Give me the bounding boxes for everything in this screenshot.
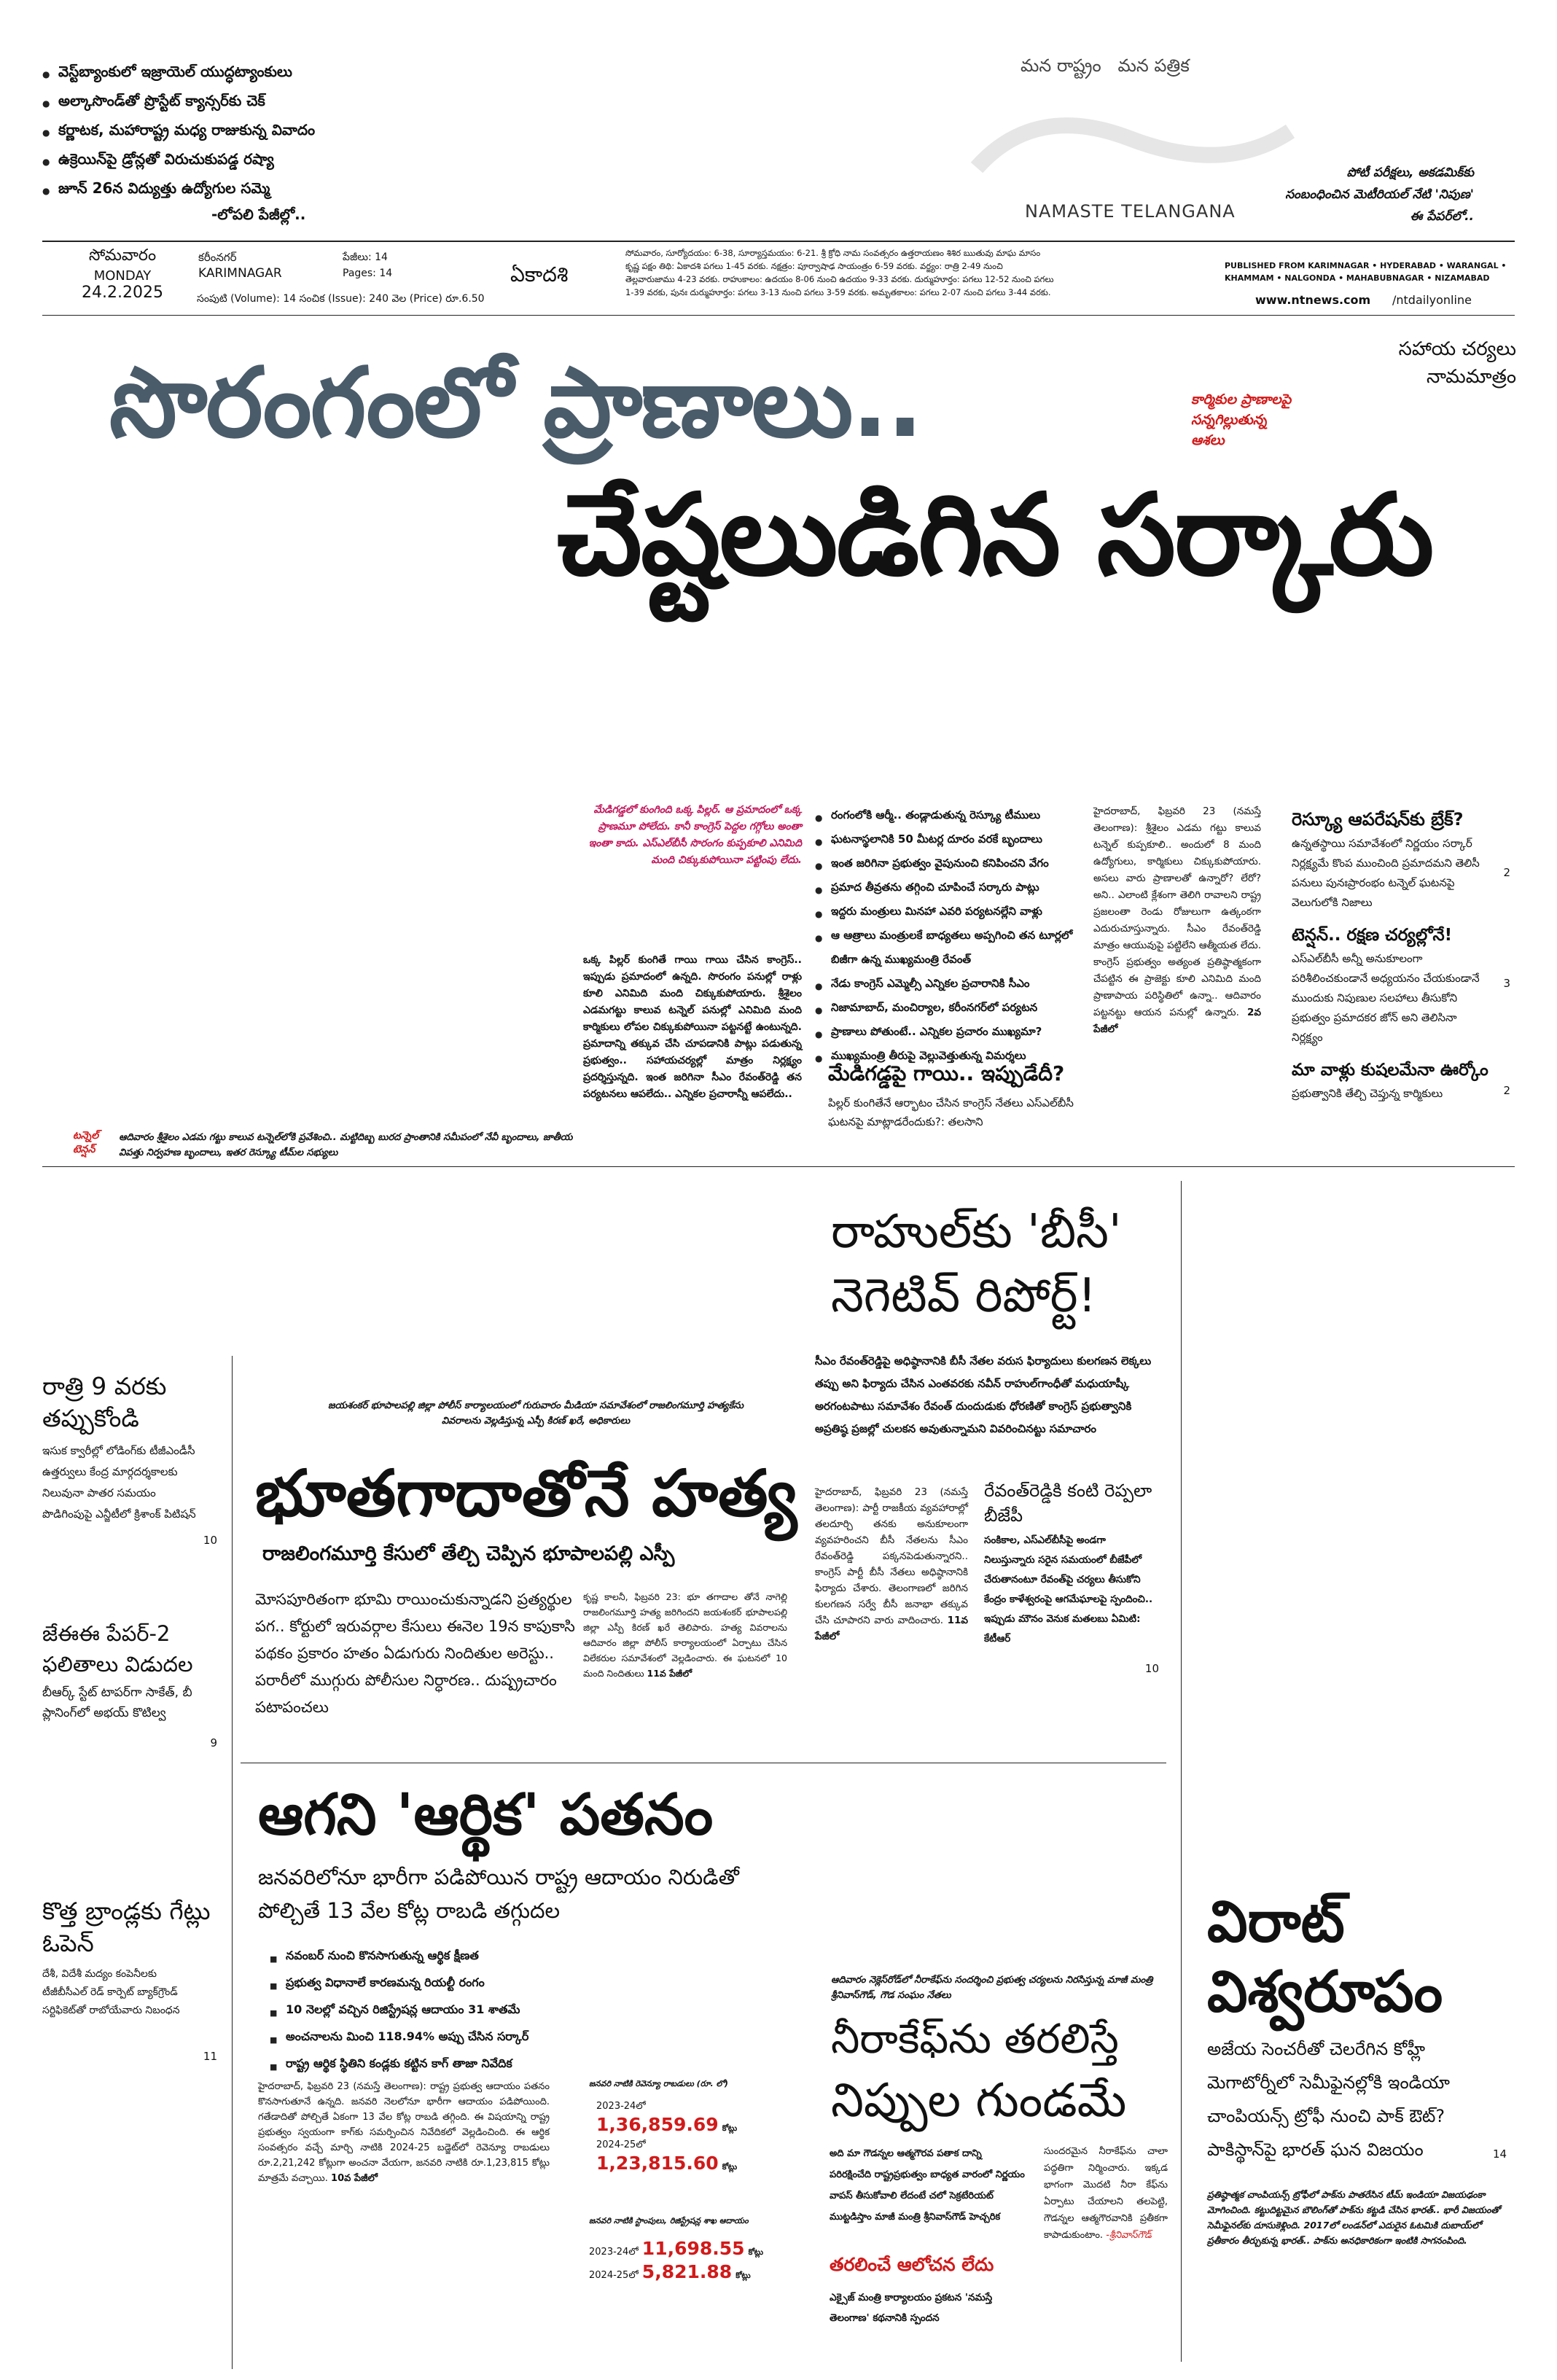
continued-ref[interactable]: 2వ పేజీలో xyxy=(1093,1007,1262,1035)
stat-year: 2024-25లో xyxy=(596,2139,646,2150)
lead-body-col1: ఒక్క పిల్లర్ కుంగితే గాయి గాయి చేసిన కాంగ్రెస్.. ఇప్పుడు ప్రమాదంలో ఉన్నది. సొరంగం పనుల్లో రాళ్లు కూలి ఎనిమిది మంది చిక్కుకుపోయారు. శ్రీశైలం ఎడమగట్టు కాలువ టన్నెల్ పనుల్లో ఎనిమిది మంది కార్మికులు లోపల చిక్కుకుపోయినా పట్టనట్టే ఉంటున్నది. ప్రమాదాన్ని తక్కువ చేసి చూపడానికి పాట్లు పడుతున్న ప్రభుత్వం.. సహాయచర్యల్లో మాత్రం నిర్లక్ష్యం ప్రదర్శిస్తున్నది. ఇంత జరిగినా సీఎం రేవంత్‌రెడ్డి తన పర్యటనలు ఆపలేదు.. ఎన్నికల ప్రచారాన్నీ ఆపలేదు.. xyxy=(583,954,802,1100)
inside-item[interactable]: ● అల్కాసొండ్‌తో ప్రొస్టేట్ క్యాన్సర్‌కు చెక్ xyxy=(42,86,494,115)
lead-bullet: ● ఘటనాస్థలానికి 50 మీటర్ల దూరం వరకే బృందాలు xyxy=(815,827,1077,851)
stat-row xyxy=(596,2114,800,2135)
section-divider xyxy=(42,1166,1515,1167)
neera-headline-2: నిప్పుల గుండమే xyxy=(831,2074,1127,2128)
neera-byline: -శ్రీనివాస్‌గౌడ్ xyxy=(1106,2230,1152,2241)
cricket-photo xyxy=(1195,1181,1516,1873)
left-item-title: రాత్రి 9 వరకు తప్పుకోండి xyxy=(42,1372,167,1432)
lead-subheading: మేడిగడ్డపై గాయి.. ఇప్పుడేదీ? xyxy=(828,1061,1065,1085)
stats-title: జనవరి నాటికి స్టాంపులు, రిజిస్ట్రేషన్ల శాఖ ఆదాయం xyxy=(589,2216,749,2225)
issue-date: 24.2.2025 xyxy=(82,284,163,302)
rahul-headline-1: రాహుల్‌కు 'బీసీ' xyxy=(831,1205,1122,1259)
pages-block xyxy=(343,249,392,281)
lead-body-col3 xyxy=(1093,803,1261,1038)
left-item-text: దేశీ, విదేశీ మద్యం కంపెనీలకు టీజీబీసీఎల్ రెడ్ కార్పెట్ బ్యాక్‌గ్రౌండ్ సర్టిఫికెట్‌తో రాబోయేవారు నిబంధన xyxy=(42,1968,180,2016)
lead-bullet: ● ఇంత జరిగినా ప్రభుత్వం వైపునుంచి కనిపించని వేగం xyxy=(815,851,1077,875)
stat-unit: కోట్లు xyxy=(722,2162,738,2172)
cricket-page[interactable]: 14 xyxy=(1493,2147,1507,2161)
left-item[interactable] xyxy=(42,1618,217,1749)
volume-line: సంపుటి (Volume): 14 సంచిక (Issue): 240 వెల (Price) రూ.6.50 xyxy=(197,293,485,305)
economy-body xyxy=(258,2079,550,2186)
stat-unit: కోట్లు xyxy=(722,2123,738,2133)
neera-summary: అది మా గౌడన్నల ఆత్మగౌరవ పతాక దాన్ని పరిరక్షించేది రాష్ట్రప్రభుత్వం బాధ్యత వారంలో నిర్ణయం వాపస్ తీసుకోవాలి లేదంటే చలో సెక్రటేరియట్ ముట్టడిస్తాం మాజీ మంత్రి శ్రీనివాస్‌గౌడ్ హెచ్చరిక xyxy=(830,2148,1025,2223)
day-telugu: సోమవారం xyxy=(88,246,157,265)
right-item[interactable] xyxy=(1292,809,1510,913)
right-item-text: ఉన్నతస్థాయి సమావేశంలో నిర్ణయం సర్కార్ నిర్లక్ష్యమే కొంప ముంచింది ప్రమాదమని తెలిసీ పనులు పునఃప్రారంభం టన్నెల్ ఘటనపై వెలుగులోకి నిజాలు xyxy=(1292,837,1480,909)
economy-body-text: హైదరాబాద్, ఫిబ్రవరి 23 (నమస్తే తెలంగాణ): రాష్ట్ర ప్రభుత్వ ఆదాయం పతనం కొనసాగుతూనే ఉన్నది. జనవరి నెలలోనూ భారీగా ఆదాయం పడిపోయింది. గతేడాదితో పోల్చితే ఏకంగా 13 వేల కోట్ల రాబడి తగ్గింది. ఈ విషయాన్ని రాష్ట్ర ప్రభుత్వం స్వయంగా కాగ్‌కు సమర్పించిన నివేదికలో వెల్లడించింది. ఈ ఆర్థిక సంవత్సరం వచ్చే మార్చి నాటికి 2024-25 బడ్జెట్‌లో రెవెన్యూ రాబడులు రూ.2,21,242 కోట్లుగా అంచనా వేయగా, జనవరి నాటికి రూ.1,23,815 కోట్లు మాత్రమే వచ్చాయి. xyxy=(258,2081,550,2184)
rahul-side-page: 10 xyxy=(1144,1662,1159,1675)
inside-bullets xyxy=(42,57,494,203)
cricket-body: ప్రతిష్ఠాత్మక చాంపియన్స్ ట్రోఫీలో పాక్‌ను పాతరేసిన టీమ్ ఇండియా విజయఢంకా మోగించింది. కట్టుదిట్టమైన బౌలింగ్‌తో పాక్‌ను కట్టడి చేసిన భారత్.. భారీ విజయంతో సెమీఫైనల్‌కు దూసుకెళ్లింది. 2017లో లండన్‌లో ఎదురైన ఓటమికి దుబాయ్‌లో ప్రతీకారం తీర్చుకున్న భారత్.. పాక్‌ను అనధికారికంగా ఇంటికి సాగనంపింది. xyxy=(1207,2189,1500,2246)
stats-title: జనవరి నాటికి రెవెన్యూ రాబడులు (రూ. లో) xyxy=(589,2079,728,2088)
city-english: KARIMNAGAR xyxy=(198,266,282,281)
economy-subhead: జనవరిలోనూ భారీగా పడిపోయిన రాష్ట్ర ఆదాయం నిరుడితో పోల్చితే 13 వేల కోట్ల రాబడి తగ్గుదల xyxy=(258,1865,739,1923)
almanac-line: కృష్ణ పక్షం తిథి: ఏకాదశి పగలు 1-45 వరకు. నక్షత్రం: పూర్వాషాఢ సాయంత్రం 6-59 వరకు. వర్జ్యం: రాత్రి 2-49 నుంచి xyxy=(625,261,1003,271)
city-block xyxy=(198,249,282,281)
lead-bullet: ● రంగంలోకి ఆర్మీ.. తండ్లాడుతున్న రెస్క్యూ టీములు xyxy=(815,803,1077,827)
inside-item[interactable]: ● ఉక్రెయిన్‌పై డ్రోన్లతో విరుచుకుపడ్డ రష్యా xyxy=(42,144,494,173)
header-divider-2 xyxy=(42,315,1515,316)
right-item[interactable] xyxy=(1292,1061,1510,1104)
economy-bullets xyxy=(270,1942,736,2077)
lead-bullet: ● ముఖ్యమంత్రి తీరుపై వెల్లువెత్తుతున్న విమర్శలు xyxy=(815,1044,1077,1068)
lead-bullet: ● నేడు కాంగ్రెస్ ఎమ్మెల్సీ ఎన్నికల ప్రచారానికి సీఎం xyxy=(815,972,1077,996)
inside-item[interactable]: ● వెస్ట్‌బ్యాంకులో ఇజ్రాయెల్ యుద్ధట్యాంకులు xyxy=(42,57,494,86)
left-item-text: బీఆర్క్ స్టేట్ టాపర్‌గా సాకేత్, బీ ప్లానింగ్‌లో అభయ్ కొటిల్వ xyxy=(42,1685,192,1720)
rahul-side-text: సంకికాల, ఎస్ఎల్‌బీసీపై అండగా నిలుస్తున్నారు సరైన సమయంలో బీజేపీలో చేరుతానంటూ రేవంత్‌పై చర్యలు తీసుకోని కేంద్రం కాళేశ్వరంపై ఆగమేఘాలపై స్పందించి.. ఇప్పుడు మౌనం వెనుక మతలబు ఏమిటి: కేటీఆర్ xyxy=(984,1534,1153,1644)
rahul-side-title: రేవంత్‌రెడ్డికి కంటి రెప్పలా బీజేపీ xyxy=(984,1480,1152,1526)
cricket-deck: అజేయ సెంచరీతో చెలరేగిన కోహ్లీ మెగాటోర్నీలో సెమీఫైనల్లోకి ఇండియా చాంపియన్స్ ట్రోఫీ నుంచి పాక్ ఔట్? పాకిస్థాన్‌పై భారత్ ఘన విజయం xyxy=(1207,2039,1450,2160)
lead-bullet: ● ప్రమాద తీవ్రతను తగ్గించి చూపించే సర్కారు పాట్లు xyxy=(815,875,1077,900)
lead-headline-1: సొరంగంలో ప్రాణాలు.. xyxy=(109,347,922,459)
almanac-line: 1-39 వరకు, పునః దుర్ముహూర్తం: పగలు 3-13 నుంచి పగలు 3-59 వరకు. అమృతకాలం: పగలు 2-07 నుంచి పగలు 3-44 వరకు. xyxy=(625,287,1051,297)
stat-row xyxy=(596,2153,800,2174)
caption-text: ఆదివారం శ్రీశైలం ఎడమ గట్టు కాలువ టన్నెల్‌లోకి ప్రవేశించి.. మట్టిదిబ్బ బురద ప్రాంతానికి సమీపంలో నేవీ బృందాలు, జాతీయ విపత్తు నిర్వహణ బృందాలు, ఇతర రెస్క్యూ టీమ్‌ల సభ్యులు xyxy=(119,1132,573,1158)
lead-bullet: ● ఆ ఆత్రాలు మంత్రులకే బాధ్యతలు అప్పగించి తన టూర్లలో బిజీగా ఉన్న ముఖ్యమంత్రి రేవంత్ xyxy=(815,924,1077,972)
left-item-page: 9 xyxy=(210,1736,217,1749)
logo-mark-icon xyxy=(948,87,1312,197)
murder-body-text: కృష్ణ కాలనీ, ఫిబ్రవరి 23: భూ తగాదాల తోనే నాగెల్లి రాజలింగమూర్తి హత్య జరిగిందని జయశంకర్ భూపాలపల్లి జిల్లా ఎస్పీ కిరణ్ ఖరే తెలిపారు. హత్య వివరాలను ఆదివారం జిల్లా పోలీస్ కార్యాలయంలో ఏర్పాటు చేసిన విలేకరుల సమావేశంలో వెల్లడించారు. ఈ ఘటనలో 10 మంది నిందితులు xyxy=(583,1591,787,1679)
tithi: ఏకాదశి xyxy=(510,262,569,286)
stat-value: 5,821.88 xyxy=(641,2261,733,2282)
murder-subhead: రాజలింగమూర్తి కేసులో తేల్చి చెప్పిన భూపాలపల్లి ఎస్పీ xyxy=(262,1542,675,1565)
rahul-body-text: హైదరాబాద్, ఫిబ్రవరి 23 (నమస్తే తెలంగాణ): పార్టీ రాజకీయ వ్యవహారాల్లో తలదూర్చి తనకు అనుకూలంగా వ్యవహరించని బీసీ నేతలను సీఎం రేవంత్‌రెడ్డి పక్కనపెడుతున్నారని.. కాంగ్రెస్ పార్టీ బీసీ నేతలు అధిష్ఠానానికి ఫిర్యాదు చేశారు. తెలంగాణలో జరిగిన కులగణన సర్వే బీసీ జనాభా తక్కువ చేసి చూపారని వారు వాదించారు. xyxy=(815,1486,968,1626)
murder-deck: మోసపూరితంగా భూమి రాయించుకున్నాడని ప్రత్యర్థుల పగ.. కోర్టులో ఇరువర్గాల కేసులు ఈనెల 19న కాపుకాసి పథకం ప్రకారం హతం ఏడుగురు నిందితుల అరెస్టు.. పరారీలో ముగ్గురు పోలీసుల నిర్ధారణ.. దుష్ప్రచారం పటాపంచలు xyxy=(255,1591,575,1716)
column-divider xyxy=(1181,1181,1182,2362)
caption-label: టన్నెల్ టెన్షన్ xyxy=(73,1130,99,1155)
neera-body-text: సుందరమైన నీరాకేఫ్‌ను చాలా పద్ధతిగా నిర్మించారు. ఇక్కడ భాగంగా మొదటి నీరా కేఫ్‌ను ఏర్పాటు చేయాలని తలపెట్టి, గౌడన్నల ఆత్మగౌరవానికి ప్రతీకగా కాపాడుకుంటాం. xyxy=(1044,2146,1168,2241)
neera-photo xyxy=(831,1793,1166,1968)
stat-value: 1,23,815.60 xyxy=(596,2153,719,2174)
continued-ref[interactable]: 11వ పేజీలో xyxy=(647,1668,692,1679)
stat-value: 1,36,859.69 xyxy=(596,2114,719,2135)
tunnel-photo xyxy=(42,641,596,1123)
neera-red-text: ఎక్సైజ్ మంత్రి కార్యాలయం ప్రకటన 'నమస్తే తెలంగాణ' కథనానికి స్పందన xyxy=(830,2292,993,2324)
stat-year: 2023-24లో xyxy=(596,2101,646,2112)
stat-year: 2023-24లో xyxy=(589,2247,639,2258)
murder-headline: భూతగాదాతోనే హత్య xyxy=(255,1456,797,1531)
social-handle[interactable]: /ntdailyonline xyxy=(1392,293,1472,307)
almanac-line: తెల్లవారుజాము 4-23 వరకు. రాహుకాలం: ఉదయం 8-06 నుంచి ఉదయం 9-33 వరకు. దుర్ముహూర్తం: పగలు 12-52 నుంచి పగలు xyxy=(625,274,1054,284)
lead-bullets xyxy=(815,803,1077,1068)
lead-pink-intro: మేడిగడ్డలో కుంగింది ఒక్క పిల్లర్. ఆ ప్రమాదంలో ఒక్క ప్రాణమూ పోలేదు. కానీ కాంగ్రెస్ పెద్దల గగ్గోలు అంతా ఇంతా కాదు. ఎస్ఎల్‌బీసీ సొరంగం కుప్పకూలి ఎనిమిది మంది చిక్కుకుపోయినా పట్టింపు లేదు. xyxy=(588,804,802,866)
almanac-line: సోమవారం, సూర్యోదయం: 6-38, సూర్యాస్తమయం: 6-21. శ్రీ క్రోధి నామ సంవత్సరం ఉత్తరాయణం శిశిర ఋతువు మాఘ మాసం xyxy=(625,248,1041,258)
lead-bullet: ● నిజామాబాద్, మంచిర్యాల, కరీంనగర్‌లో పర్యటన xyxy=(815,996,1077,1020)
almanac xyxy=(625,246,1209,299)
rahul-headline-2: నెగెటివ్ రిపోర్ట్! xyxy=(831,1269,1097,1323)
tagline: మన రాష్ట్రం మన పత్రిక xyxy=(1021,55,1190,76)
lead-headline-2: చేష్టలుడిగిన సర్కారు xyxy=(557,470,1433,601)
neera-kicker: ఆదివారం నెక్లెస్‌రోడ్‌లో నీరాకేఫ్‌ను సందర్శించి ప్రభుత్వ చర్యలను నిరసిస్తున్న మాజీ మంత్రి శ్రీనివాస్‌గౌడ్, గౌడ సంఘం నేతలు xyxy=(831,1975,1153,2001)
economy-bullet: ■ నవంబర్ నుంచి కొనసాగుతున్న ఆర్థిక క్షీణత xyxy=(270,1942,736,1969)
lead-right-items xyxy=(1292,809,1510,1104)
right-item-text: ప్రభుత్వానికి తేల్చి చెప్తున్న కార్మికులు xyxy=(1292,1087,1443,1100)
rahul-body xyxy=(815,1484,968,1644)
cricket-headline-2: విశ్వరూపం xyxy=(1207,1959,1443,2025)
inside-item[interactable]: ● కర్ణాటక, మహారాష్ట్ర మధ్య రాజుకున్న వివాదం xyxy=(42,115,494,144)
lead-bullet: ● ప్రాణాలు పోతుంటే.. ఎన్నికల ప్రచారం ముఖ్యమా? xyxy=(815,1020,1077,1044)
neera-headline-1: నీరాకేఫ్‌ను తరలిస్తే xyxy=(831,2016,1119,2063)
economy-bullet: ■ 10 నెలల్లో వచ్చిన రిజిస్ట్రేషన్ల ఆదాయం 31 శాతమే xyxy=(270,1996,736,2023)
inside-item[interactable]: ● జూన్ 26న విద్యుత్తు ఉద్యోగుల సమ్మె xyxy=(42,173,494,203)
lead-body-text: హైదరాబాద్, ఫిబ్రవరి 23 (నమస్తే తెలంగాణ): శ్రీశైలం ఎడమ గట్టు కాలువ టన్నెల్ కుప్పకూలి.. అందులో 8 మంది ఉద్యోగులు, కార్మికులు చిక్కుకుపోయారు. అసలు వారు ప్రాణాలతో ఉన్నారో? లేరో? అని.. ఎలాంటి క్లేశంగా తెలిగి రావాలని రాష్ట్ర ప్రజలంతా రెండు రోజులుగా ఉత్కంఠగా ఎదురుచూస్తున్నారు. సీఎం రేవంత్‌రెడ్డి మాత్రం ఆయువుపై పట్టిలేని ఆత్మీయత లేదు. కాంగ్రెస్ ప్రభుత్వం అత్యంత ప్రతిష్ఠాత్మకంగా చేపట్టిన ఈ ప్రాజెక్టు కూలి ఎనిమిది మంది ప్రాణాపాయ పరిస్థితిలో ఉన్నా.. ఆదివారం పట్టనట్టు ఆయన పనుల్లో ఉన్నారు. xyxy=(1093,805,1261,1018)
photo-caption xyxy=(73,1130,612,1160)
economy-headline: ఆగని 'ఆర్థిక' పతనం xyxy=(258,1782,714,1848)
rahul-summary: సీఎం రేవంత్‌రెడ్డిపై అధిష్ఠానానికి బీసీ నేతల వరుస ఫిర్యాదులు కులగణన లెక్కలు తప్పు అని ఫిర్యాదు చేసిన ఎంతవరకు నవీన్ రాహుల్‌గాంధీతో మధుయాష్కీ అరగంటపాటు సమావేశం రేవంత్ దుందుడుకు ధోరణితో కాంగ్రెస్ ప్రభుత్వానికి అప్రతిష్ఠ ప్రజల్లో చులకన అవుతున్నామని వివరించినట్టు సమాచారం xyxy=(815,1354,1152,1435)
stat-row xyxy=(589,2261,800,2283)
right-item-title: మా వాళ్లు కుషలమేనా ఊర్కోం xyxy=(1292,1061,1488,1080)
pages-english: Pages: 14 xyxy=(343,268,393,279)
logo-text: NAMASTE TELANGANA xyxy=(1025,201,1236,222)
lead-red-note: కార్మికుల ప్రాణాలపై సన్నగిల్లుతున్న ఆశలు xyxy=(1191,391,1292,448)
masthead-logo xyxy=(948,87,1312,222)
stat-year: 2024-25లో xyxy=(589,2270,639,2281)
nipuna-promo[interactable]: పోటీ పరీక్షలు, అకడమిక్‌కు సంబంధించిన మెటీరియల్ నేటి 'నిపుణ' ఈ పేపర్‌లో.. xyxy=(1285,165,1474,224)
economy-bullet: ■ రాష్ట్ర ఆర్థిక స్థితిని కండ్లకు కట్టిన కాగ్ తాజా నివేదిక xyxy=(270,2050,736,2077)
left-item-text: ఇసుక క్వారీల్లో లోడింగ్‌కు టీజీఎండీసీ ఉత్తర్వులు కేంద్ర మార్గదర్శకాలకు నిలువునా పాతర సమయం పొడిగింపుపై ఎన్జీటీలో క్రిశాంక్ పిటిషన్ xyxy=(42,1444,196,1521)
continued-ref[interactable]: 10వ పేజీలో xyxy=(331,2173,378,2184)
economy-bullet: ■ ప్రభుత్వ విధానాలే కారణమన్న రియల్టీ రంగం xyxy=(270,1969,736,1996)
neera-body xyxy=(1044,2143,1168,2244)
pages-telugu: పేజీలు: 14 xyxy=(343,251,388,263)
right-item-page: 2 xyxy=(1503,1084,1510,1097)
website-link[interactable]: www.ntnews.com xyxy=(1255,293,1371,307)
left-item-page: 10 xyxy=(203,1534,217,1547)
right-item-page: 3 xyxy=(1503,977,1510,990)
left-item[interactable] xyxy=(42,1370,217,1547)
date-block xyxy=(64,246,181,302)
right-item-title: టెన్షన్.. రక్షణ చర్యల్లోనే! xyxy=(1292,926,1453,945)
published-from: PUBLISHED FROM KARIMNAGAR • HYDERABAD • WARANGAL • KHAMMAM • NALGONDA • MAHABUBNAGAR • NIZAMABAD xyxy=(1225,261,1507,283)
murder-kicker: జయశంకర్ భూపాలపల్లి జిల్లా పోలీస్ కార్యాలయంలో గురువారం మీడియా సమావేశంలో రాజలింగమూర్తి హత్యకేసు వివరాలను వెల్లడిస్తున్న ఎస్పీ కిరణ్ ఖరే, అధికారులు xyxy=(327,1400,744,1427)
day-english: MONDAY xyxy=(93,268,152,284)
stat-value: 11,698.55 xyxy=(641,2238,745,2259)
stat-unit: కోట్లు xyxy=(748,2247,764,2257)
economy-bullet: ■ అంచనాలను మించి 118.94% అప్పు చేసిన సర్కార్ xyxy=(270,2023,736,2050)
lead-bullet: ● ఇద్దరు మంత్రులు మినహా ఎవరి పర్యటనల్లేని వాళ్లు xyxy=(815,900,1077,924)
header-divider xyxy=(42,241,1515,242)
city-telugu: కరీంనగర్ xyxy=(198,251,237,264)
rahul-side[interactable] xyxy=(984,1478,1159,1675)
right-item-page: 2 xyxy=(1503,866,1510,879)
right-item-title: రెస్క్యూ ఆపరేషన్‌కు బ్రేక్? xyxy=(1292,809,1464,830)
lead-side-note: సహాయ చర్యలు నామమాత్రం xyxy=(1398,338,1516,388)
murder-body xyxy=(583,1589,787,1681)
lead-subtext: పిల్లర్ కుంగితేనే ఆర్భాటం చేసిన కాంగ్రెస్ నేతలు ఎస్ఎల్‌బీసీ ఘటనపై మాట్లాడరేందుకు?: తలసాని xyxy=(828,1096,1074,1128)
left-item-page: 11 xyxy=(203,2050,217,2063)
cricket-headline-1: విరాట్ xyxy=(1207,1889,1345,1955)
left-item-title: కొత్త బ్రాండ్లకు గేట్లు ఓపెన్ xyxy=(42,1897,211,1957)
left-item-title: జేఈఈ పేపర్-2 ఫలితాలు విడుదల xyxy=(42,1621,193,1677)
stat-row xyxy=(589,2238,800,2260)
left-item[interactable] xyxy=(42,1895,217,2063)
right-item-text: ఎస్ఎల్‌బీసీ అన్నీ అనుకూలంగా పరిశీలించకుండానే అధ్యయనం చేయకుండానే ముందుకు నిపుణుల సలహాలు తీసుకోని ప్రభుత్వం ప్రమాదకర జోన్ అని తెలిసినా నిర్లక్ష్యం xyxy=(1292,952,1480,1044)
neera-red-line: తరలించే ఆలోచన లేదు xyxy=(830,2254,994,2275)
more-inside-label: -లోపలి పేజీల్లో.. xyxy=(211,206,306,223)
economy-stats xyxy=(589,2079,800,2283)
stat-unit: కోట్లు xyxy=(735,2271,751,2280)
column-divider xyxy=(232,1356,233,2369)
continued-ref[interactable]: 11వ పేజీలో xyxy=(815,1615,969,1642)
right-item[interactable] xyxy=(1292,926,1510,1047)
